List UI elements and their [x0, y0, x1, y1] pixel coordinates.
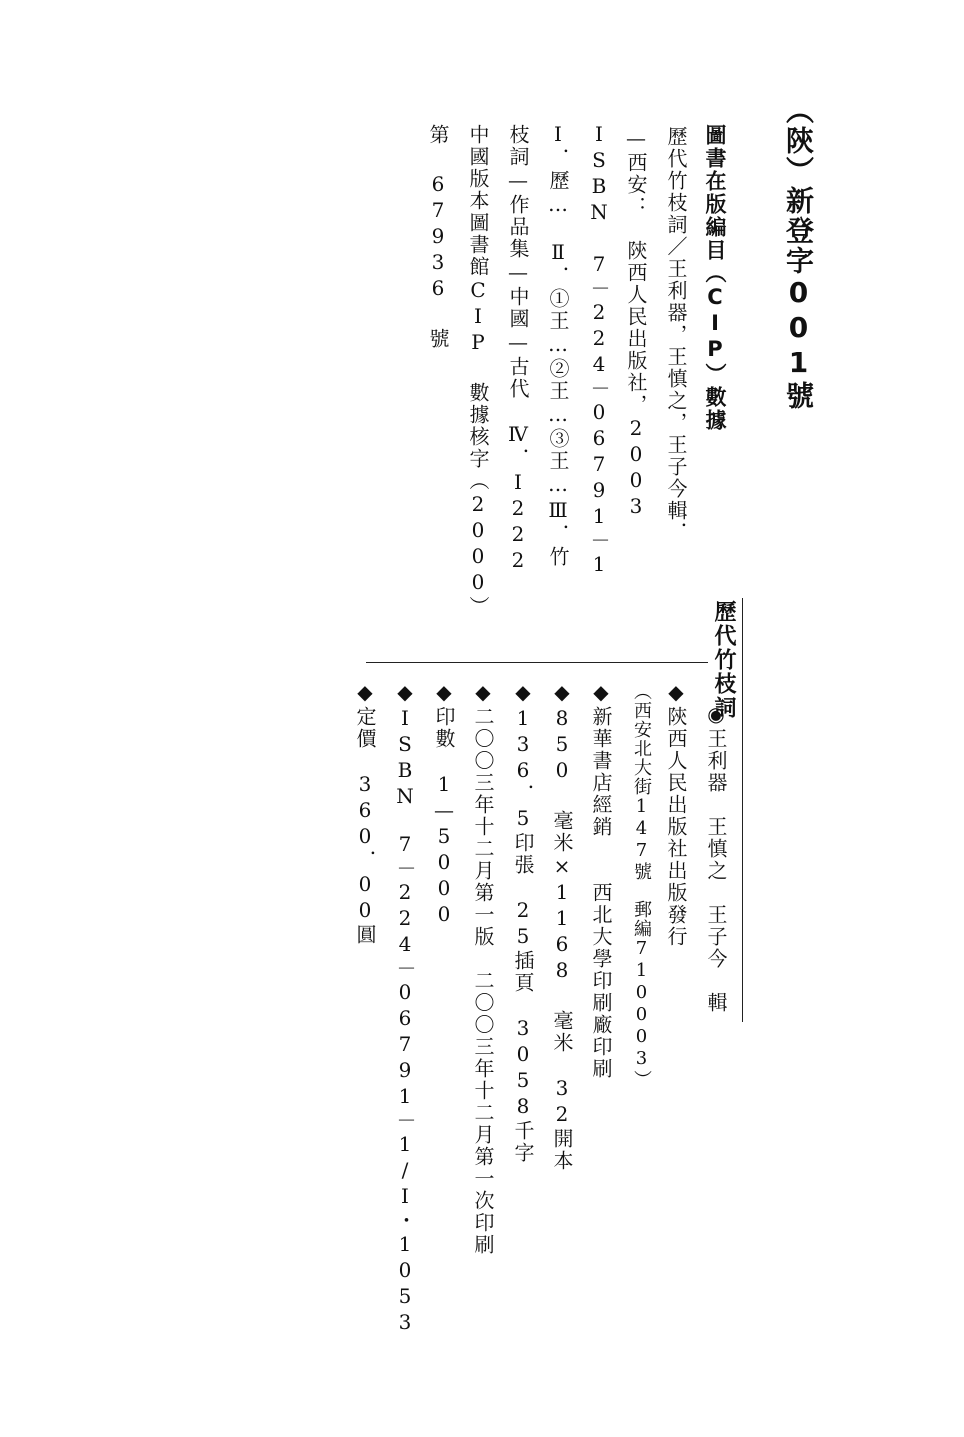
cip-line: 枝詞—作品集—中國—古代 Ⅳ．Ⅰ222 — [506, 124, 530, 574]
cip-line: 第 67936 號 — [426, 124, 450, 350]
cip-line: Ⅰ．歷… Ⅱ．①王…②王…③王…Ⅲ．竹 — [546, 122, 570, 568]
cip-line: 中國版本圖書館CIP 數據核字（2000） — [466, 124, 490, 618]
colophon-line: （西安北大街147號 郵編710003） — [631, 682, 652, 1089]
editors-line: ◉王利器 王慎之 王子今 輯 — [704, 702, 728, 1014]
colophon-line: ◆850 毫米×1168 毫米 32開本 — [550, 680, 574, 1172]
colophon-line: ◆ISBN 7－224－06791－1/I・1053 — [393, 680, 417, 1336]
colophon-line: ◆136．5印張 25插頁 3058千字 — [511, 680, 535, 1164]
cip-heading: 圖書在版編目（CIP）數據 — [703, 124, 727, 432]
cip-line: ISBN 7－224－06791－1 — [587, 122, 611, 578]
colophon-rule — [366, 662, 708, 663]
colophon-line: ◆定價 360．00圓 — [353, 680, 377, 946]
colophon-line: ◆印數 1—5000 — [432, 680, 456, 928]
book-title: 歷代竹枝詞 — [711, 600, 736, 720]
title-divider — [742, 598, 743, 1022]
cip-line: 歷代竹枝詞／王利器，王慎之，王子今輯． — [664, 126, 688, 544]
colophon-line: ◆二〇〇三年十二月第一版 二〇〇三年十二月第一次印刷 — [471, 680, 495, 1256]
cip-line: —西安： 陝西人民出版社，2003 — [624, 126, 648, 520]
colophon-line: ◆陝西人民出版社出版發行 — [664, 680, 688, 948]
colophon-line: ◆新華書店經銷 西北大學印刷廠印刷 — [589, 680, 613, 1080]
registration-number: （陝）新登字001號 — [782, 96, 815, 411]
